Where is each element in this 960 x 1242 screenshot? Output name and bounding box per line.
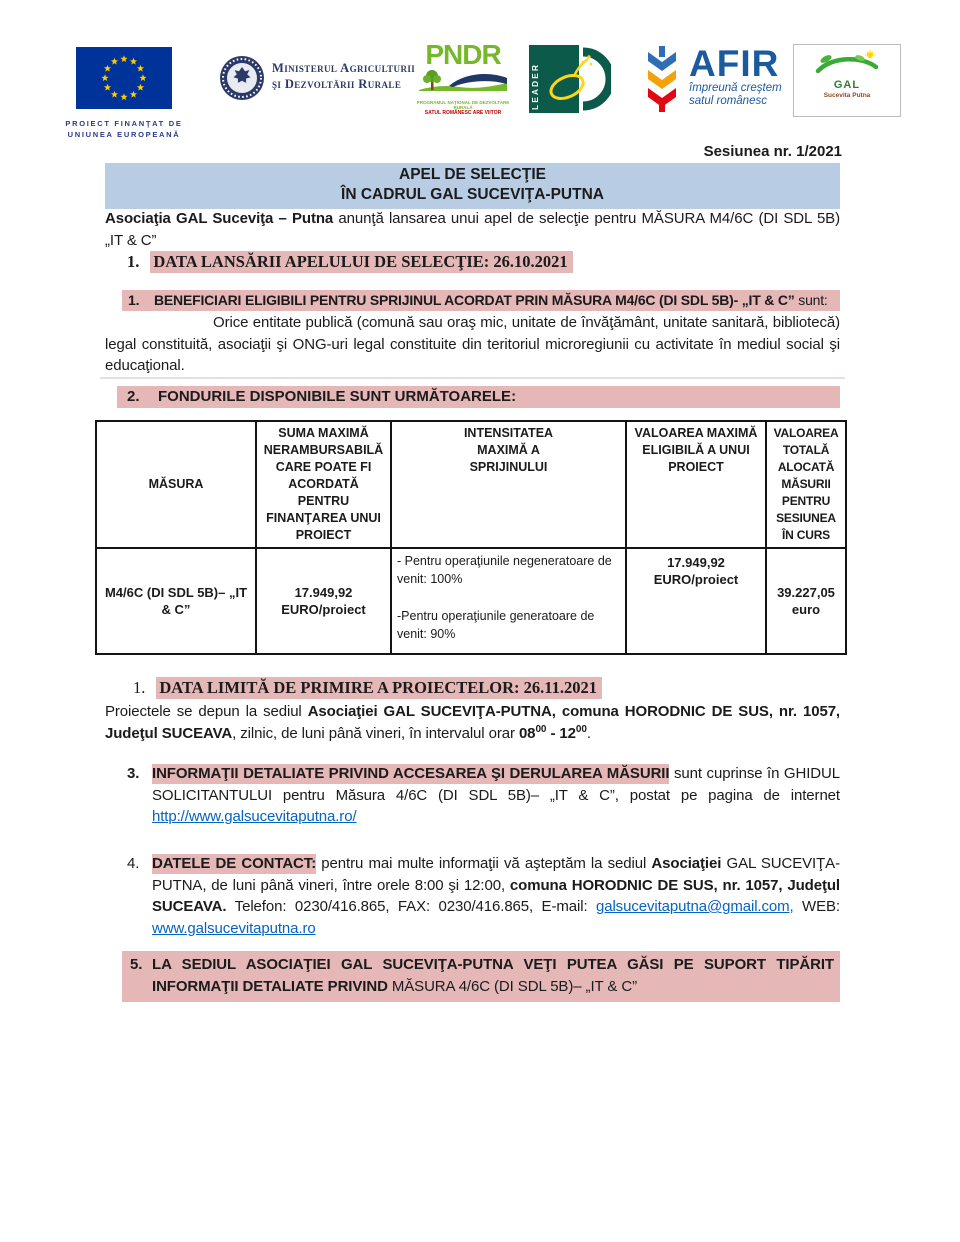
intro-paragraph [105,208,840,251]
ministry-line2: şi Dezvoltării Rurale [272,77,402,91]
heading-deadline [133,678,602,698]
text-run: anunţă lansarea unui apel de selecţie pentru MĂSURA M4/6C (DI SDL 5B) „IT & C” [105,210,840,249]
gal-caption: Sucevita Putna [823,92,871,99]
hyperlink[interactable]: galsucevitaputna@gmail.com, [595,898,794,915]
deadline-paragraph [105,701,840,744]
subheading-beneficiaries [122,290,840,311]
ministry-agriculture-label [272,60,432,92]
eu-flag-icon [76,47,172,109]
text-run: Proiectele se depun la sediul [105,703,308,720]
romanian-government-logo [219,55,265,106]
leader-logo [529,45,611,113]
col-header-max-eligible: VALOAREA MAXIMĂ ELIGIBILĂ A UNUI PROIECT [626,421,766,548]
text-run: , zilnic, de luni până vineri, în intervalul orar [232,724,519,742]
text-run: comuna HORODNIC DE SUS, nr. 1057, Judeţul SUCEAVA. [152,876,840,915]
intensity-revenue: -Pentru operaţiunile generatoare de venit: 90% [397,609,595,641]
heading-text-highlighted: DATA LIMITĂ DE PRIMIRE A PROIECTELOR: 26.11.2021 [156,677,602,699]
text-run: 08 [518,724,536,742]
title-banner [105,163,840,209]
text-run: 00 [575,723,587,735]
afir-tagline-line2: satul românesc [689,95,767,107]
col-header-max-grant: SUMA MAXIMĂ NERAMBURSABILĂ CARE POATE FI ACORDATĂ PENTRU FINANŢAREA UNUI PROIECT [256,421,391,548]
text-run: WEB: [793,898,840,915]
section-printed-info [122,951,840,1002]
text-run: sunt cuprinse în GHIDUL SOLICITANTULUI pentru Măsura 4/6C (DI SDL 5B)– „IT & C”, postat pe pagina de internet [152,765,840,804]
cell-max-eligible: 17.949,92 EURO/proiect [626,548,766,654]
text-run: sunt: [794,292,828,308]
section-text [152,763,840,828]
pndr-slogan: SATUL ROMÂNESC ARE VIITOR [424,110,502,116]
text-run: Asociaţiei [651,855,722,872]
leader-wordmark: LEADER [530,63,540,110]
afir-tagline-line1: împreună creştem [689,82,782,94]
col-header-total-allocated: VALOAREA TOTALĂ ALOCATĂ MĂSURII PENTRU SESIUNEA ÎN CURS [766,421,846,548]
cell-measure: M4/6C (DI SDL 5B)– „IT & C” [96,548,256,654]
funds-table-header-row [96,421,846,548]
gal-wordmark: GAL [833,79,861,91]
gal-landscape-icon [812,50,882,76]
afir-wheat-icon [642,46,682,112]
pndr-landscape-icon [419,68,507,94]
heading-number: 1. [127,252,140,271]
pndr-wordmark: PNDR [425,39,501,70]
subheading-number: 2. [127,388,140,405]
gal-sucevita-putna-logo [793,44,901,117]
funds-table-data-row [96,548,846,654]
pndr-subtitle: PROGRAMUL NAŢIONAL DE DEZVOLTARE RURALĂ [416,100,510,110]
subheading-number: 1. [128,292,140,308]
funds-table [95,420,847,655]
section-number: 5. [130,956,143,973]
divider-line [100,377,845,379]
leader-emblem-icon [529,45,611,113]
text-run: Asociaţiei GAL SUCEVIŢA-PUTNA, comuna HORODNIC DE SUS, nr. 1057, Judeţul SUCEAVA [105,703,840,742]
hyperlink[interactable]: www.galsucevitaputna.ro [152,919,316,937]
section-number: 3. [127,765,140,782]
cell-max-grant: 17.949,92 EURO/proiect [256,548,391,654]
afir-logo [642,43,782,112]
section-text [152,853,840,939]
text-run: DATELE DE CONTACT: [152,855,317,872]
heading-launch-date [127,252,573,272]
text-run: - [546,724,560,742]
col-header-measure: MĂSURA [96,421,256,548]
beneficiaries-paragraph: Orice entitate publică (comună sau oraş mic, unitate de învăţământ, unitate sanitară, bibliotecă) legal constituită, asociaţii şi ONG-uri legal constituite din teritoriul microregiunii cu activitate în mediul social şi educaţional. [105,314,840,374]
title-line2: ÎN CADRUL GAL SUCEVIŢA-PUTNA [341,186,604,203]
text-run: Asociaţia GAL Suceviţa – Putna [105,210,339,227]
section-detailed-info [105,763,840,828]
eu-caption-line1: PROIECT FINANŢAT DE [65,119,183,128]
session-number: Sesiunea nr. 1/2021 [703,143,842,160]
section-number: 4. [127,855,140,872]
eu-flag-logo [58,47,190,139]
section-contact [105,853,840,939]
text-run: pentru mai multe informaţii vă aşteptăm la sediul [316,855,652,872]
text-run: GAL SUCEVIŢA-PUTNA, de luni până vineri, între orele 8:00 şi 12:00, [152,855,840,894]
cell-total-allocated: 39.227,05 euro [766,548,846,654]
subheading-funds [117,386,840,408]
heading-number: 1. [133,678,146,697]
section-text [152,954,834,997]
eu-caption-line2: UNIUNEA EUROPEANĂ [67,130,181,139]
subheading-text [154,292,828,308]
intensity-non-revenue: - Pentru operaţiunile negeneratoare de venit: 100% [397,554,612,586]
text-run: MĂSURA 4/6C (DI SDL 5B)– „IT & C” [391,977,637,995]
text-run: LA SEDIUL ASOCIAŢIEI GAL SUCEVIŢA-PUTNA VEŢI PUTEA GĂSI PE SUPORT TIPĂRIT INFORMAŢII DETALIATE PRIVIND [152,956,834,995]
col-header-intensity: INTENSITATEA MAXIMĂ A SPRIJINULUI [391,421,626,548]
afir-text-block [689,43,782,108]
text-run: . [586,724,591,742]
text-run: 12 [559,724,576,742]
text-run: INFORMAŢII DETALIATE PRIVIND ACCESAREA ŞI DERULAREA MĂSURII [152,765,670,782]
title-line1: APEL DE SELECŢIE [399,166,546,183]
text-run: BENEFICIARI ELIGIBILI PENTRU SPRIJINUL ACORDAT PRIN MĂSURA M4/6C (DI SDL 5B)- „IT & C” [154,292,795,308]
afir-wordmark: AFIR [689,43,780,84]
subheading-text: FONDURILE DISPONIBILE SUNT URMĂTOARELE: [158,388,517,405]
pndr-logo [416,39,510,116]
heading-text-highlighted: DATA LANSĂRII APELULUI DE SELECŢIE: 26.10.2021 [150,251,572,273]
hyperlink[interactable]: http://www.galsucevitaputna.ro/ [152,808,357,825]
ministry-line1: Ministerul Agriculturii [272,61,416,75]
cell-intensity [391,548,626,654]
text-run: 00 [535,723,547,735]
text-run: Telefon: 0230/416.865, FAX: 0230/416.865, E-mail: [226,898,596,915]
government-seal-icon [219,55,265,101]
